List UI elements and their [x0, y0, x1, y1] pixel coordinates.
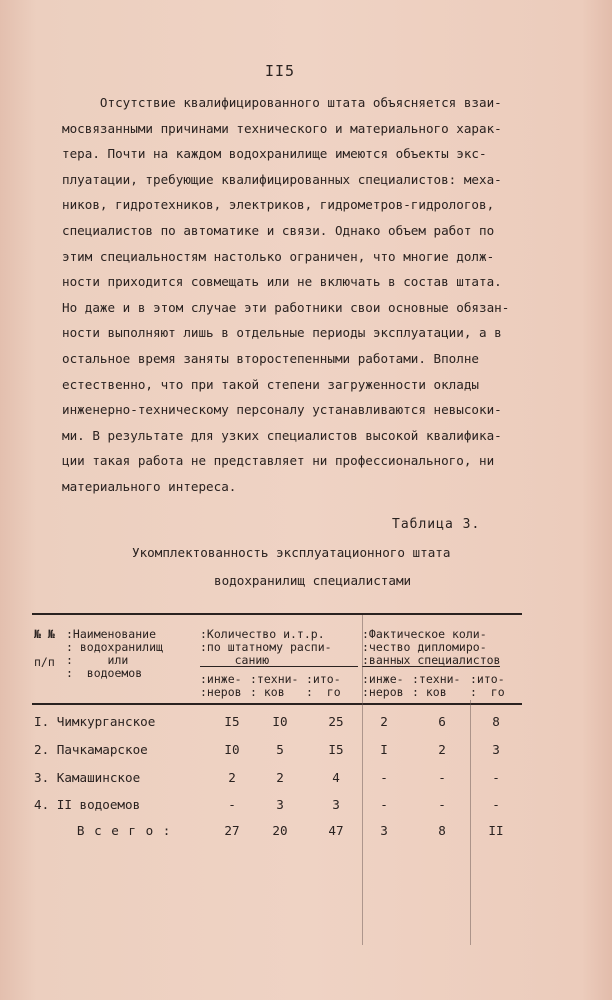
cell-actual-technicians: 6: [438, 714, 446, 729]
paragraph-line: специалистов по автоматике и связи. Однако объем работ по: [62, 222, 495, 238]
header-sub-total2: : го: [306, 685, 341, 699]
cell-actual-engineers: -: [380, 797, 388, 812]
table-top-rule: [32, 613, 522, 615]
row-name: В с е г о :: [34, 823, 172, 838]
cell-actual-total: 8: [492, 714, 500, 729]
table-row-total: [34, 823, 514, 845]
cell-planned-technicians: 3: [276, 797, 284, 812]
header-name-line2: : водохранилищ: [66, 640, 163, 654]
table-row: [34, 714, 514, 736]
table-row: [34, 797, 514, 819]
cell-actual-engineers: 3: [380, 823, 388, 838]
header-sub-eng2-actual: :неров: [362, 685, 404, 699]
table-row: [34, 770, 514, 792]
header-name-line4: : водоемов: [66, 666, 143, 680]
row-name: 2. Пачкамарское: [34, 742, 148, 757]
paragraph-line: ности выполняют лишь в отдельные периоды эксплуатации, а в: [62, 325, 502, 341]
paragraph-line: ников, гидротехников, электриков, гидрометров-гидрологов,: [62, 197, 495, 213]
header-num: № №: [34, 627, 55, 641]
cell-actual-technicians: -: [438, 770, 446, 785]
row-name: 4. II водоемов: [34, 797, 141, 812]
paragraph-line: мосвязанными причинами технического и материального харак-: [62, 120, 502, 136]
header-sub-eng1-actual: :инже-: [362, 672, 404, 686]
row-name: I. Чимкурганское: [34, 714, 156, 729]
cell-actual-technicians: 2: [438, 742, 446, 757]
paragraph-line: плуатации, требующие квалифицированных специалистов: меха-: [62, 171, 502, 187]
cell-planned-engineers: 27: [224, 823, 240, 838]
paragraph-line: ности приходится совмещать или не включать в состав штата.: [62, 274, 502, 290]
header-planned-line3: санию: [200, 654, 358, 667]
cell-actual-engineers: -: [380, 770, 388, 785]
table-header-rule: [32, 703, 522, 705]
header-sub-eng2: :неров: [200, 685, 242, 699]
header-sub-total1-actual: :ито-: [470, 672, 505, 686]
cell-actual-engineers: 2: [380, 714, 388, 729]
table-row: [34, 742, 514, 764]
cell-planned-total: I5: [328, 742, 344, 757]
table-caption-line1: Укомплектованность эксплуатационного штата: [132, 545, 451, 560]
cell-planned-engineers: I5: [224, 714, 240, 729]
header-sub-total2-actual: : го: [470, 685, 505, 699]
cell-planned-technicians: 5: [276, 742, 284, 757]
header-planned-line1: :Количество и.т.р.: [200, 627, 325, 641]
header-actual-line1: :Фактическое коли-: [362, 627, 487, 641]
cell-planned-engineers: I0: [224, 742, 240, 757]
paragraph-line: тера. Почти на каждом водохранилище имеются объекты экс-: [62, 146, 487, 162]
cell-planned-total: 4: [332, 770, 340, 785]
header-planned-line2: :по штатному распи-: [200, 640, 332, 654]
cell-planned-technicians: 20: [272, 823, 288, 838]
header-sub-eng1: :инже-: [200, 672, 242, 686]
paragraph-line: ми. В результате для узких специалистов высокой квалифика-: [62, 427, 502, 443]
header-actual-line2: :чество дипломиро-: [362, 640, 487, 654]
cell-actual-total: 3: [492, 742, 500, 757]
header-name-line1: :Наименование: [66, 627, 157, 641]
header-sub-total1: :ито-: [306, 672, 341, 686]
cell-planned-total: 3: [332, 797, 340, 812]
cell-planned-technicians: 2: [276, 770, 284, 785]
table-caption-line2: водохранилищ специалистами: [214, 573, 412, 588]
paragraph-line: естественно, что при такой степени загруженности оклады: [62, 376, 480, 392]
cell-planned-engineers: 2: [228, 770, 236, 785]
header-sub-tech1: :техни-: [250, 672, 299, 686]
cell-actual-total: II: [488, 823, 504, 838]
paragraph-line: остальное время заняты второстепенными работами. Вполне: [62, 350, 480, 366]
cell-planned-total: 25: [328, 714, 344, 729]
cell-actual-technicians: 8: [438, 823, 446, 838]
cell-actual-total: -: [492, 770, 500, 785]
paragraph-line: инженерно-техническому персоналу устанавливаются невысоки-: [62, 402, 502, 418]
table-label: Таблица 3.: [392, 517, 481, 532]
page-number: II5: [264, 62, 296, 80]
cell-actual-technicians: -: [438, 797, 446, 812]
paragraph-line: ции такая работа не представляет ни профессионального, ни: [62, 453, 495, 469]
body-paragraph: [62, 90, 532, 500]
header-sub-tech2-actual: : ков: [412, 685, 447, 699]
row-name: 3. Камашинское: [34, 770, 141, 785]
header-num2: п/п: [34, 655, 55, 669]
header-actual-line3: :ванных специалистов: [362, 653, 501, 667]
header-sub-tech1-actual: :техни-: [412, 672, 461, 686]
paragraph-line: материального интереса.: [62, 478, 237, 494]
cell-planned-total: 47: [328, 823, 344, 838]
cell-actual-engineers: I: [380, 742, 388, 757]
cell-actual-total: -: [492, 797, 500, 812]
header-name-line3: : или: [66, 653, 129, 667]
cell-planned-engineers: -: [228, 797, 236, 812]
paragraph-line: Отсутствие квалифицированного штата объясняется взаи-: [62, 95, 502, 110]
paragraph-line: Но даже и в этом случае эти работники свои основные обязан-: [62, 299, 510, 315]
cell-planned-technicians: I0: [272, 714, 288, 729]
header-sub-tech2: : ков: [250, 685, 285, 699]
paragraph-line: этим специальностям настолько ограничен, что многие долж-: [62, 248, 495, 264]
